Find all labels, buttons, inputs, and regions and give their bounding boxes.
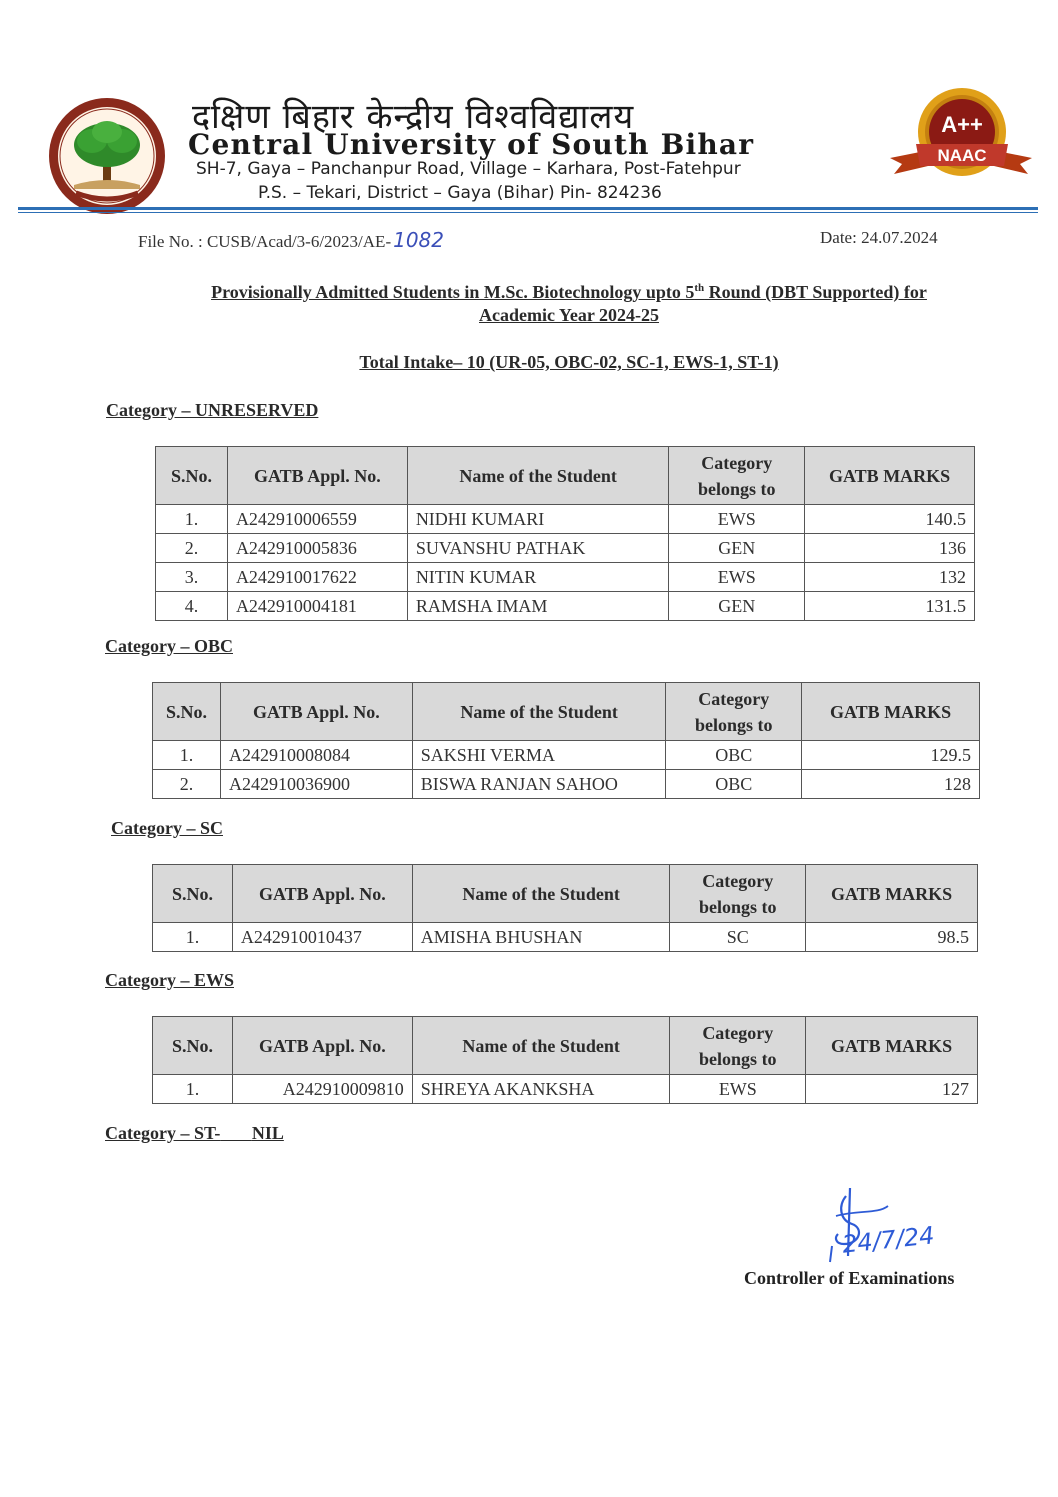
row-category: GEN (669, 592, 805, 621)
table-sc (152, 864, 978, 952)
row-sno: 1. (153, 923, 233, 952)
col-student-name: Name of the Student (412, 683, 666, 741)
row-sno: 1. (153, 1075, 233, 1104)
col-marks: GATB MARKS (806, 1017, 978, 1075)
table-unreserved (155, 446, 975, 621)
category-heading-ews: Category – EWS (105, 970, 234, 990)
col-category: Category belongs to (669, 447, 805, 505)
header-divider-thin (18, 212, 1038, 213)
col-category: Category belongs to (670, 1017, 806, 1075)
col-appl-no: GATB Appl. No. (220, 683, 412, 741)
row-sno: 3. (156, 563, 228, 592)
row-appl-no: A242910008084 (220, 741, 412, 770)
title-line-2: Academic Year 2024-25 (479, 305, 659, 325)
row-category: OBC (666, 770, 802, 799)
row-marks: 140.5 (805, 505, 975, 534)
row-appl-no: A242910036900 (220, 770, 412, 799)
page-title (100, 277, 1038, 327)
row-appl-no: A242910006559 (227, 505, 407, 534)
category-heading-unreserved: Category – UNRESERVED (106, 400, 319, 420)
category-heading-obc: Category – OBC (105, 636, 233, 656)
row-student-name: NIDHI KUMARI (407, 505, 669, 534)
signature-date: 24/7/24 (840, 1221, 936, 1259)
col-appl-no: GATB Appl. No. (232, 865, 412, 923)
table-row (153, 1075, 978, 1104)
document-date: Date: 24.07.2024 (820, 228, 938, 247)
col-sno: S.No. (153, 1017, 233, 1075)
row-category: SC (670, 923, 806, 952)
row-appl-no: A242910005836 (227, 534, 407, 563)
table-header (153, 1017, 978, 1075)
naac-badge-icon (886, 84, 1036, 194)
col-category: Category belongs to (666, 683, 802, 741)
table-header (156, 447, 975, 505)
row-sno: 2. (153, 770, 221, 799)
col-sno: S.No. (153, 865, 233, 923)
total-intake: Total Intake– 10 (UR-05, OBC-02, SC-1, EWS-1, ST-1) (359, 352, 779, 372)
col-student-name: Name of the Student (412, 1017, 670, 1075)
row-appl-no: A242910017622 (227, 563, 407, 592)
col-marks: GATB MARKS (802, 683, 980, 741)
row-category: EWS (669, 505, 805, 534)
row-marks: 136 (805, 534, 975, 563)
col-marks: GATB MARKS (806, 865, 978, 923)
category-heading-sc: Category – SC (111, 818, 223, 838)
col-category: Category belongs to (670, 865, 806, 923)
row-student-name: NITIN KUMAR (407, 563, 669, 592)
col-appl-no: GATB Appl. No. (227, 447, 407, 505)
category-heading-st: Category – ST- NIL (105, 1123, 284, 1143)
row-marks: 131.5 (805, 592, 975, 621)
naac-label: NAAC (937, 146, 987, 165)
row-category: EWS (669, 563, 805, 592)
row-student-name: AMISHA BHUSHAN (412, 923, 670, 952)
row-student-name: SUVANSHU PATHAK (407, 534, 669, 563)
table-ews (152, 1016, 978, 1104)
university-hindi-name: दक्षिण बिहार केन्द्रीय विश्वविद्यालय (192, 97, 635, 137)
row-appl-no: A242910004181 (227, 592, 407, 621)
file-number (138, 228, 444, 252)
row-category: EWS (670, 1075, 806, 1104)
row-student-name: RAMSHA IMAM (407, 592, 669, 621)
st-value: NIL (251, 1123, 284, 1143)
address-line-2: P.S. – Tekari, District – Gaya (Bihar) Pin- 824236 (258, 183, 662, 203)
title-line-1: Provisionally Admitted Students in M.Sc. Biotechnology upto 5th Round (DBT Supported) for (211, 282, 927, 302)
table-row (153, 741, 980, 770)
row-marks: 128 (802, 770, 980, 799)
naac-grade: A++ (941, 112, 983, 137)
row-sno: 1. (156, 505, 228, 534)
row-category: OBC (666, 741, 802, 770)
row-appl-no: A242910009810 (232, 1075, 412, 1104)
col-student-name: Name of the Student (412, 865, 670, 923)
row-marks: 98.5 (806, 923, 978, 952)
row-marks: 127 (806, 1075, 978, 1104)
row-student-name: BISWA RANJAN SAHOO (412, 770, 666, 799)
table-row (156, 592, 975, 621)
signatory-designation: Controller of Examinations (744, 1268, 955, 1288)
col-appl-no: GATB Appl. No. (232, 1017, 412, 1075)
row-category: GEN (669, 534, 805, 563)
file-number-handwritten: 1082 (393, 228, 445, 252)
col-student-name: Name of the Student (407, 447, 669, 505)
table-obc (152, 682, 980, 799)
col-marks: GATB MARKS (805, 447, 975, 505)
header-divider (18, 207, 1038, 210)
table-row (156, 563, 975, 592)
table-row (156, 534, 975, 563)
table-header (153, 683, 980, 741)
row-sno: 1. (153, 741, 221, 770)
row-student-name: SAKSHI VERMA (412, 741, 666, 770)
file-number-label: File No. : CUSB/Acad/3-6/2023/AE- (138, 232, 392, 251)
university-logo (46, 95, 168, 217)
table-row (153, 770, 980, 799)
table-row (153, 923, 978, 952)
row-student-name: SHREYA AKANKSHA (412, 1075, 670, 1104)
university-english-name: Central University of South Bihar (188, 128, 755, 161)
row-sno: 2. (156, 534, 228, 563)
row-marks: 132 (805, 563, 975, 592)
col-sno: S.No. (153, 683, 221, 741)
row-marks: 129.5 (802, 741, 980, 770)
table-row (156, 505, 975, 534)
row-sno: 4. (156, 592, 228, 621)
address-line-1: SH-7, Gaya – Panchanpur Road, Village – Karhara, Post-Fatehpur (196, 159, 741, 179)
col-sno: S.No. (156, 447, 228, 505)
row-appl-no: A242910010437 (232, 923, 412, 952)
table-header (153, 865, 978, 923)
